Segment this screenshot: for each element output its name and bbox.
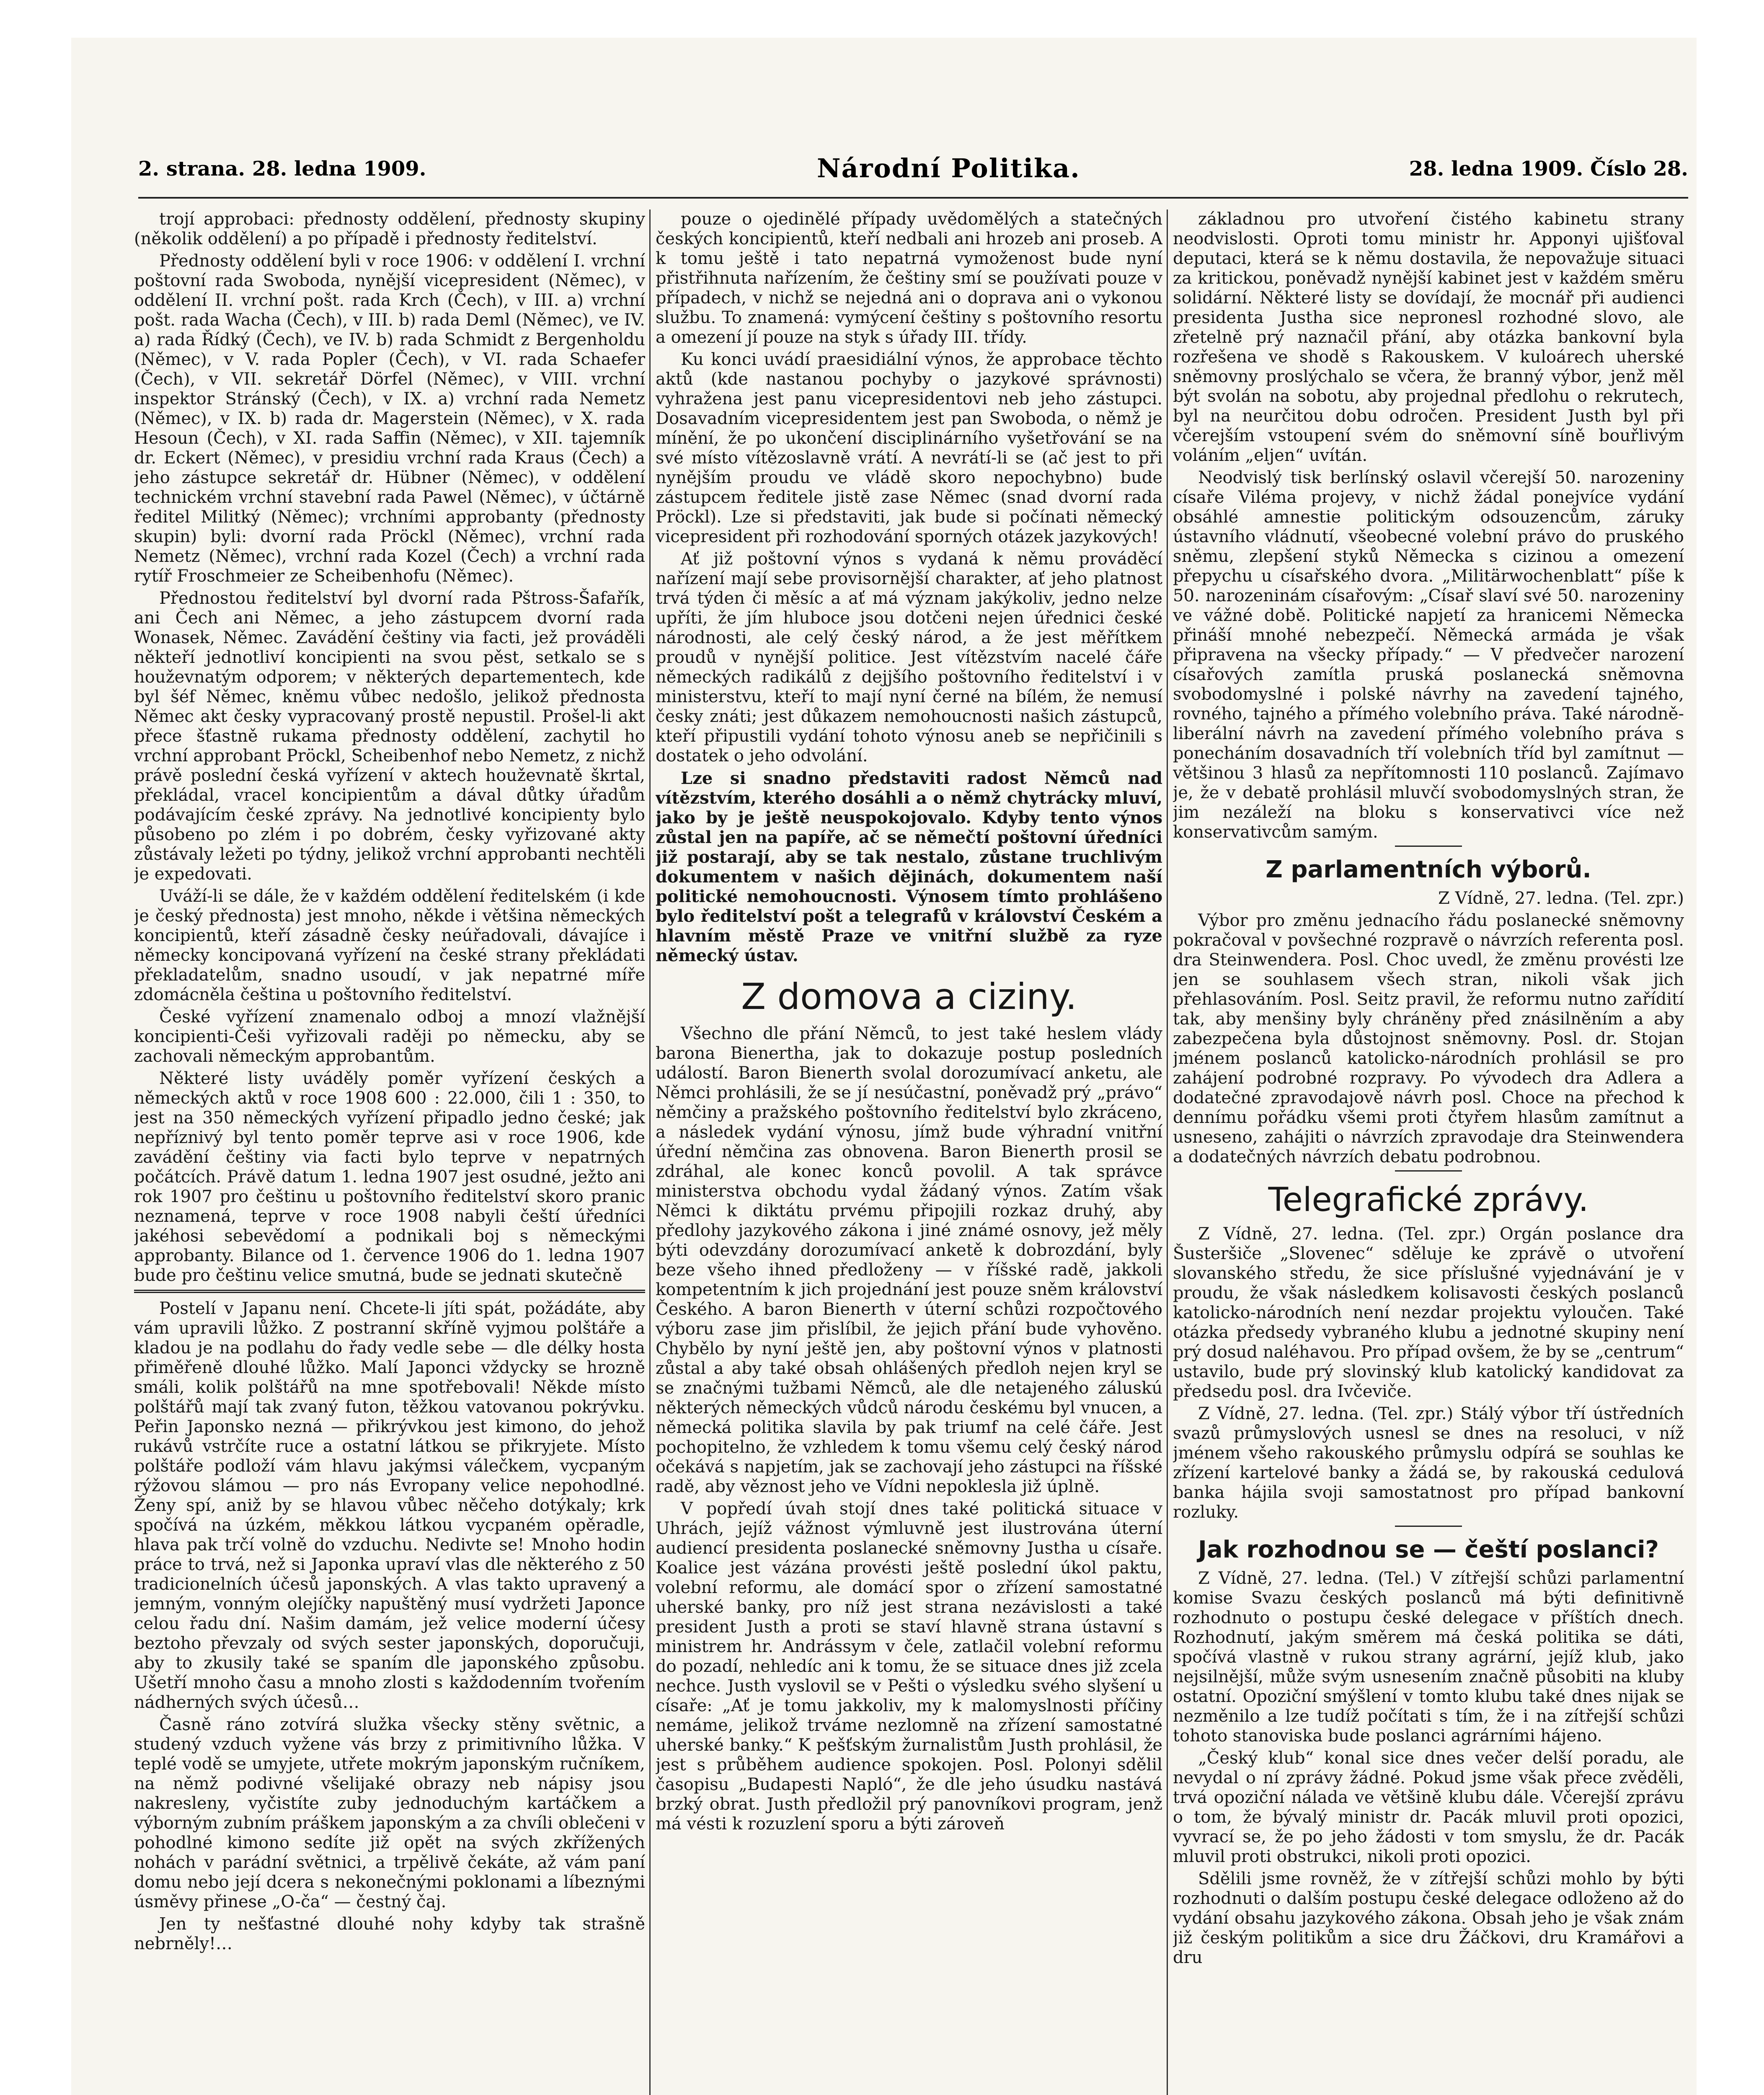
page-header	[138, 134, 1688, 199]
paragraph: Všechno dle přání Němců, to jest také heslem vlády barona Bienertha, jak to dokazuje postup posledních událostí. Baron Bienerth svolal dorozumívací anketu, ale Němci prohlásili, že se jí nesúčastní, poněvadž prý „právo“ němčiny a pražského poštovního ředitelství bylo zkráceno, a následek vydání výnosu, jímž bude výhradní vnitřní úřední němčina zas obnovena. Baron Bienerth prosil se zdráhal, ale konec konců povolil. A tak správce ministerstva obchodu vydal žádaný výnos. Zatím však Němci k diktátu prvému připojili rozkaz druhý, aby předlohy jazykového zákona i jiné známé osnovy, jež měly býti odevzdány dorozumívací anketě k dobrozdání, byly beze všeho ihned předloženy — v říšské radě, jakkoli kompetentním k jich projednání jest pouze sněm království Českého. A baron Bienerth v úterní schůzi rozpočtového výboru zase jim přislíbil, že jejich přání bude vyhověno. Chybělo by nyní ještě jen, aby poštovní výnos v platnosti zůstal a aby také obsah ohlášených předloh nejen kryl se se značnými tužbami Němců, ale dle netajeného záluskú některých německých vůdců národu českému byl vnucen, a německá politika slavila by pak triumf na celé čáře. Jest pochopitelno, že vzhledem k tomu všemu celý český národ očekává s napjetím, jak se zachovají jeho zástupci na říšské radě, aby věznost jeho ve Vídni nepoklesla již úplně.	[656, 1024, 1162, 1496]
section-title: Z domova a ciziny.	[741, 976, 1077, 1018]
paragraph: trojí approbaci: přednosty oddělení, přednosty skupiny (několik oddělení) a po případě i přednosty ředitelství.	[134, 210, 645, 248]
paragraph: V popředí úvah stojí dnes také politická situace v Uhrách, jejíž vážnost výmluvně jest ilustrována úterní audiencí presidenta poslanecké sněmovny Justha u císaře. Koalice jest vázána provésti ještě poslední úkol paktu, volební reformu, ale domácí spor o zřízení samostatné uherské banky, pro níž jest strana nezávislosti a také president Justh a proti se staví hlavně strana ústavní s ministrem hr. Andrássym v čele, zatlačil volební reformu do pozadí, nehledíc ani k tomu, že se situace dnes již zcela nechce. Justh vyslovil se v Pešti o výsledku svého slyšení u císaře: „Ať je tomu jakkoliv, my k malomyslnosti příčiny nemáme, jelikož trváme nezlomně na zřízení samostatné uherské banky.“ K pešťským žurnalistům Justh prohlásil, že jest s průběhem audience spokojen. Posl. Polonyi sdělil časopisu „Budapesti Napló“, že dle jeho úsudku nastává brzký obrat. Justh předložil prý panovníkovi program, jenž má vésti k rozuzlení sporu a býti zároveň	[656, 1499, 1162, 1834]
paragraph: Postelí v Japanu není. Chcete-li jíti spát, požádáte, aby vám upravili lůžko. Z postranní skříně vyjmou polštáře a kladou je na podlahu do řady vedle sebe — dle délky hosta přiměřeně dlouhé lůžko. Malí Japonci vždycky se hrozně smáli, kolik polštářů na mne spotřebovali! Někde místo polštářů mají tak zvaný futon, těžkou vatovanou pokrývku. Peřin Japonsko nezná — přikrývkou jest kimono, do jehož rukávů vstrčíte ruce a ostatní látkou se přikryjete. Místo polštáře podloží vám hlavu jakýmsi válečkem, vycpaným rýžovou slámou — pro nás Evropany velice nepohodlné. Ženy spí, aniž by se hlavou vůbec něčeho dotýkaly; krk spočívá na úzkém, měkkou látkou vycpaném opěradle, hlava pak trčí volně do vzduchu. Nedivte se! Mnoho hodin práce to trvá, než si Japonka upraví vlas dle některého z 50 tradicionelních účesů japonských. A vlas takto upravený a jemným, vonným olejíčky napuštěný musí vydržeti Japonce celou řadu dní. Našim damám, jež velice moderní účesy beztoho převzaly od svých sester japonských, doporučuji, aby to zkusily také se spaním dle japonského způsobu. Ušetří mnoho času a mnoho zlosti s každodenním tvořením nádherných svých účesů…	[134, 1299, 645, 1712]
newspaper-page	[71, 38, 1697, 2095]
paragraph: Některé listy uváděly poměr vyřízení českých a německých aktů v roce 1908 600 : 22.000, čili 1 : 350, to jest na 350 německých vyřízení připadlo jedno české; jak nepříznivý byl tento poměr teprve asi v roce 1906, kde zavádění češtiny via facti bylo teprve v nepatrných počátcích. Právě datum 1. ledna 1907 jest osudné, ježto ani rok 1907 pro češtinu u poštovního ředitelství skoro pranic neznamená, teprve v roce 1908 nabyli čeští úředníci jakéhosi sebevědomí a podnikali boj s německými approbanty. Bilance od 1. července 1906 do 1. ledna 1907 bude pro češtinu velice smutná, bude se jednati skutečně	[134, 1069, 645, 1285]
dateline: Z Vídně, 27. ledna. (Tel. zpr.)	[1438, 889, 1684, 908]
paragraph: Uváží-li se dále, že v každém oddělení ředitelském (i kde je český přednosta) jest mnoho, někde i většina německých koncipientů, kteří zásadně česky neúřadovali, dávajíce i německy koncipovaná vyřízení na české strany překládati překladatelům, snadno usoudí, v jak nepatrné míře zdomácněla čeština u poštovního ředitelství.	[134, 887, 645, 1004]
paragraph: Jen ty nešťastné dlouhé nohy kdyby tak strašně nebrněly!…	[134, 1914, 645, 1953]
paragraph: Z Vídně, 27. ledna. (Tel.) V zítřejší schůzi parlamentní komise Svazu českých poslanců má býti definitivně rozhodnuto o postupu české delegace v příštích dnech. Rozhodnutí, jakým směrem má česká politika se dáti, spočívá vlastně v rukou strany agrární, jejíž klub, jako nejsilnější, může svým usnesením značně působiti na kluby ostatní. Opoziční smýšlení v tomto klubu také dnes nijak se nezměnilo a lze tudíž počítati s tím, že i na zítřejší schůzi tohoto stanoviska bude poslanci agrárními hájeno.	[1173, 1569, 1684, 1746]
paragraph: Časně ráno zotvírá služka všecky stěny světnic, a studený vzduch vyžene vás brzy z primitivního lůžka. V teplé vodě se umyjete, utřete mokrým japonským ručníkem, na němž podivné všelijaké obrazy neb nápisy jsou nakresleny, vyčistíte zuby jednoduchým kartáčkem a výborným zubním práškem japonským a za chvíli oblečeni v pohodlné kimono sedíte již opět na svých zkřížených nohách v parádní světnici, a trpělivě čekáte, až vám paní domu nebo její dcera s nekonečnými poklonami a líbeznými úsměvy přinese „O-ča“ — čestný čaj.	[134, 1715, 645, 1911]
paragraph: Ku konci uvádí praesidiální výnos, že approbace těchto aktů (kde nastanou pochyby o jazykové správnosti) vyhražena jest panu vicepresidentovi neb jeho zástupci. Dosavadním vicepresidentem jest pan Swoboda, o němž je mínění, že po ukončení disciplinárního vyšetřování se na své místo vítězoslavně vrátí. A nevrátí-li se (ač jest to při nynějším proudu ve vládě skoro nepochybno) bude zástupcem ředitele jistě zase Němec (snad dvorní rada Pröckl). Lze si představiti, jak bude si počínati německý vicepresident při rozhodování sporných otázek jazykových!	[656, 350, 1162, 546]
paragraph: „Český klub“ konal sice dnes večer delší poradu, ale nevydal o ní zprávy žádné. Pokud jsme však přece zvěděli, trvá opoziční nálada ve většině klubu dále. Včerejší zprávu o tom, že bývalý ministr dr. Pacák mluvil proti opozici, vyvrací se, že po jeho žádosti v tom smyslu, že dr. Pacák mluvil proti obstrukci, nikoli proti opozici.	[1173, 1748, 1684, 1866]
column-1	[134, 210, 645, 2095]
column-2	[656, 210, 1162, 2095]
paragraph: České vyřízení znamenalo odboj a mnozí vlažnější koncipienti-Češi vyřizovali raději po německu, aby se zachovali německým approbantům.	[134, 1007, 645, 1066]
paragraph: Z Vídně, 27. ledna. (Tel. zpr.) Orgán poslance dra Šusteršiče „Slovenec“ sděluje ke zprávě o utvoření slovanského středu, že sice příslušné vyjednávání je v proudu, že však následkem kolisavosti českých poslanců katolicko-národních není nezdar projektu vyloučen. Také otázka předsedy vybraného klubu a jednotné skupiny není prý dosud naléhavou. Pro případ ovšem, že by se „centrum“ ustavilo, bude prý slovinský klub katolický kandidovat za předsedu posl. dra Ivčeviče.	[1173, 1224, 1684, 1401]
paragraph: pouze o ojedinělé případy uvědomělých a statečných českých koncipientů, kteří nedbali ani hrozeb ani proseb. A k tomu ještě i tato nepatrná vymoženost bude nyní přistřihnuta nařízením, že češtiny smí se používati pouze v případech, v nichž se nejedná ani o doprava ani o vykonou službu. To znamená: vymýcení češtiny s poštovního resortu a omezení jí pouze na styk s úřady III. třídy.	[656, 210, 1162, 347]
subsection-title: Jak rozhodnou se — čeští poslanci?	[1198, 1536, 1659, 1563]
paragraph: Sdělili jsme rovněž, že v zítřejší schůzi mohlo by býti rozhodnuti o dalším postupu české delegace odloženo až do vydání obsahu jazykového zákona. Obsah jeho je však znám již českým politikům a sice dru Žáčkovi, dru Kramářovi a dru	[1173, 1869, 1684, 1967]
feuilleton-separator	[134, 1290, 645, 1293]
column-rule-2	[1167, 210, 1168, 2095]
paragraph: základnou pro utvoření čistého kabinetu strany neodvislosti. Oproti tomu ministr hr. Apponyi ujišťoval deputaci, která se k němu dostavila, že nepovažuje situaci za kritickou, poněvadž nynější kabinet jest v každém směru solidární. Některé listy se dovídají, že mocnář při audienci presidenta Justha sice nepronesl rozhodné slovo, ale zřetelně prý naznačil přání, aby otázka bankovní byla rozřešena ve shodě s Rakouskem. V kuloárech uherské sněmovny proslýchalo se včera, že branný výbor, jenž měl být svolán na sobotu, aby projednal předlohu o rekrutech, byl na neurčitou dobu odročen. President Justh byl při včerejším vstoupení svém do sněmovní síně bouřlivým voláním „eljen“ uvítán.	[1173, 210, 1684, 465]
column-rule-1	[649, 210, 651, 2095]
paragraph: Výbor pro změnu jednacího řádu poslanecké sněmovny pokračoval v povšechné rozpravě o návrzích referenta posl. dra Steinwendera. Posl. Choc uvedl, že změnu provésti lze jen se souhlasem všech stran, nikoli však jich přehlasováním. Posl. Seitz pravil, že reformu nutno zařídití tak, aby menšiny byly chráněny před znásilněním a aby zabezpečena byla důstojnost sněmovny. Posl. dr. Stojan jménem poslanců katolicko-národních prohlásil se pro zahájení podrobné rozpravy. Po vývodech dra Adlera a dodatečné zpravodajově návrh posl. Choce na přechod k dennímu pořádku všemi proti čtyřem hlasům zamítnut a usneseno, zahájiti o návrzích zpravodaje dra Steinwendera a dodatečných návrzích debatu podrobnou.	[1173, 911, 1684, 1166]
newspaper-title: Národní Politika.	[817, 153, 1080, 184]
paragraph: Lze si snadno představiti radost Němců nad vítězstvím, kterého dosáhli a o němž chytrácky mluví, jako by je ještě neuspokojovalo. Kdyby tento výnos zůstal jen na papíře, ač se němečtí poštovní úředníci již postarají, aby se tak nestalo, zůstane truchlivým dokumentem v našich dějinách, dokumentem naší politické nemohoucnosti. Výnosem tímto prohlášeno bylo ředitelství pošt a telegrafů v království Českém a hlavním městě Praze ve vnitřní službě za ryze německý ústav.	[656, 768, 1162, 965]
paragraph: Přednostou ředitelství byl dvorní rada Pštross-Šafařík, ani Čech ani Němec, a jeho zástupcem dvorní rada Wonasek, Němec. Zavádění češtiny via facti, jež prováděli někteří jednotliví koncipienti na svou pěst, setkalo se s houževnatým odporem; v některých departementech, kde byl šéf Němec, kněmu vůbec nedošlo, jelikož přednosta Němec akt česky vypracovaný prostě nepustil. Prošel-li akt přece šťastně rukama přednosty oddělení, zachytil ho vrchní approbant Pröckl, Scheibenhof nebo Nemetz, z nichž právě poslední česká vyřízení v aktech houževnatě škrtal, překládal, vracel koncipientům a dával důtky úřadům podávajícím české zprávy. Na jednotlivé koncipienty bylo působeno po zlém i po dobrém, česky vyřizované akty zůstávaly ležeti po týdny, jelikož vrchní approbanti nechtěli je expedovati.	[134, 589, 645, 884]
paragraph: Neodvislý tisk berlínský oslavil včerejší 50. narozeniny císaře Viléma projevy, v nichž žádal ponejvíce vydání obsáhlé amnestie politickým odsouzencům, záruky ústavního vládnutí, všeobecné volební právo do pruského sněmu, zlepšení styků Německa s cizinou a omezení přepychu u císařského dvora. „Militärwochenblatt“ píše k 50. narozeninám císařovým: „Císař slaví své 50. narozeniny ve vážné době. Politické napjetí za hranicemi Německa přináší mnohé nebezpečí. Německá armáda je však připravena na všecky případy.“ — V předvečer narození císařových zamítla pruská poslanecká sněmovna svobodomyslné i polské návrhy na zavedení tajného, rovného, tajného a přímého volebního práva. Také národně-liberální návrh na zavedení přímého volebního práva s ponecháním dosavadních tří volebních tříd byl zamítnut — většinou 3 hlasů za nepřítomnosti 110 poslanců. Zajímavo je, že v debatě prohlásil mluvčí svobodomyslných stran, že jim nezáleží na bloku s konservativci více než konservativcům samým.	[1173, 468, 1684, 842]
header-issue-right: 28. ledna 1909. Číslo 28.	[1409, 157, 1688, 181]
paragraph: Přednosty oddělení byli v roce 1906: v oddělení I. vrchní poštovní rada Swoboda, nynější vicepresident (Němec), v oddělení II. vrchní pošt. rada Krch (Čech), v III. a) vrchní pošt. rada Wacha (Čech), v III. b) rada Deml (Němec), ve IV. a) rada Řídký (Čech), ve IV. b) rada Schmidt z Bergenholdu (Němec), v V. rada Popler (Čech), v VI. rada Schaefer (Čech), v VII. sekretář Dörfel (Němec), v VIII. vrchní inspektor Stránský (Čech), v IX. a) vrchní rada Nemetz (Němec), v IX. b) rada dr. Magerstein (Němec), v X. rada Hesoun (Čech), v XI. rada Saffin (Němec), v XII. tajemník dr. Eckert (Němec), v presidiu vrchní rada Kraus (Čech) a jeho zástupce sekretář dr. Hübner (Němec), v oddělení technickém vrchní stavební rada Pawel (Němec), v účtárně ředitel Militký (Němec); vrchními approbanty (přednosty skupin) byli: dvorní rada Pröckl (Němec), vrchní rada Nemetz (Němec), vrchní rada Kozel (Čech) a vrchní rada rytíř Froschmeier ze Scheibenhofu (Němec).	[134, 251, 645, 586]
subsection-title: Z parlamentních výborů.	[1266, 856, 1591, 883]
divider	[1395, 1170, 1462, 1172]
column-3	[1173, 210, 1684, 2095]
section-title: Telegrafické zprávy.	[1268, 1181, 1589, 1219]
divider	[1395, 1526, 1462, 1527]
header-date-left: 2. strana. 28. ledna 1909.	[138, 157, 426, 181]
paragraph: Z Vídně, 27. ledna. (Tel. zpr.) Stálý výbor tří ústředních svazů průmyslových usnesl se dnes na resoluci, v níž jménem všeho rakouského průmyslu odpírá se souhlas ke zřízení kartelové banky a žádá se, by rakouská cedulová banka hájila svoji samostatnost pro případ bankovní rozluky.	[1173, 1404, 1684, 1522]
paragraph: Ať již poštovní výnos s vydaná k němu prováděcí nařízení mají sebe provisornější charakter, ať jeho platnost trvá týden či měsíc a ať má význam jakýkoliv, jedno nelze upříti, že jím hluboce jsou dotčeni nejen úřednici české národnosti, ale celý český národ, a že jest měřítkem proudů v nynější politice. Jest vítězstvím nacelé čáře německých radikálů z dejjšího poštovního ředitelství i v ministerstvu, kteří to mají nyní černé na bílém, že nemusí česky znáti; jest důkazem nemohoucnosti našich zástupců, kteří připustili vydání tohoto výnosu aneb se nepřičinili s dostatek o jeho odvolání.	[656, 549, 1162, 766]
divider	[1395, 846, 1462, 847]
